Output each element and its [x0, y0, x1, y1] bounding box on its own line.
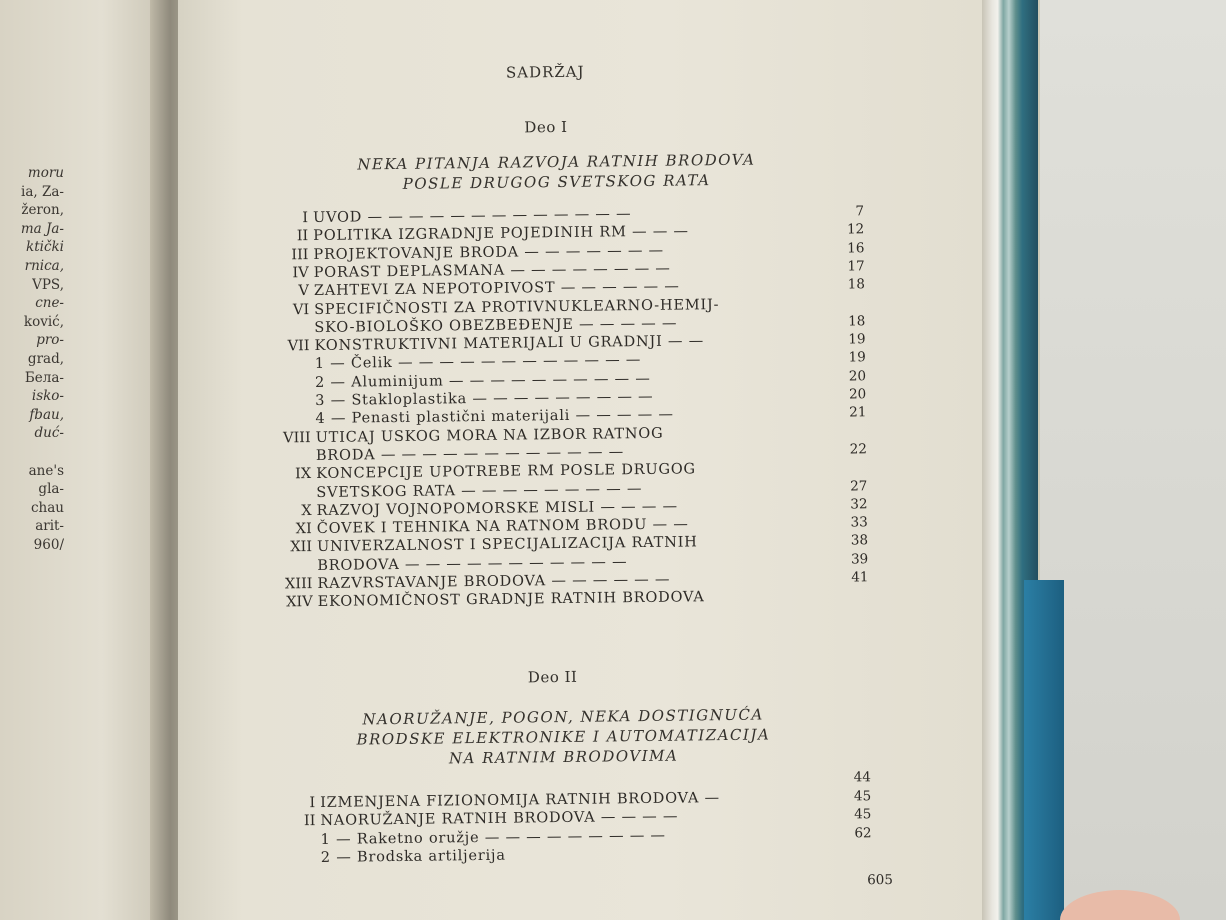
left-page-line: ia, Za-: [21, 183, 64, 200]
toc-page-number: 20: [848, 386, 867, 403]
toc-title: UNIVERZALNOST I SPECIJALIZACIJA RATNIH: [316, 534, 698, 556]
toc-title: 2 — Brodska artiljerija: [320, 847, 506, 866]
toc-page-number: 45: [853, 787, 872, 804]
toc-page-number: 39: [850, 550, 869, 568]
toc-chapter-number: [254, 392, 310, 393]
left-page-line: žeron,: [21, 202, 64, 219]
toc-title: KONCEPCIJE UPOTREBE RM POSLE DRUGOG: [316, 461, 696, 483]
left-page-line: grad,: [27, 350, 64, 367]
toc-chapter-number: [259, 775, 315, 776]
toc-page-number: 7: [855, 203, 865, 220]
toc-title: NAORUŽANJE RATNIH BRODOVA — — — —: [320, 808, 679, 829]
part1-label: Deo I: [524, 117, 568, 137]
toc-title: SVETSKOG RATA — — — — — — — — —: [316, 480, 643, 501]
toc-title: RAZVOJ VOJNOPOMORSKE MISLI — — — —: [316, 498, 678, 519]
toc-page-number: 41: [851, 569, 869, 586]
toc-title: 2 — Aluminijum — — — — — — — — — —: [314, 370, 651, 391]
toc-title: BRODA — — — — — — — — — — — —: [315, 444, 625, 464]
toc-title: 3 — Stakloplastika — — — — — — — — —: [315, 388, 654, 409]
toc-page-number: 21: [849, 404, 867, 421]
toc-chapter-number: II: [296, 228, 309, 245]
toc-page-number: 19: [848, 349, 866, 366]
toc-chapter-number: III: [291, 246, 309, 263]
part2-label: Deo II: [527, 667, 578, 687]
toc-chapter-number: [255, 484, 311, 485]
page-number: 605: [867, 871, 894, 889]
toc-chapter-number: XII: [290, 539, 313, 556]
toc-chapter-number: VI: [292, 301, 310, 318]
left-page-line: duć-: [34, 425, 64, 442]
toc-chapter-number: IX: [294, 466, 312, 483]
left-page-line: ković,: [23, 313, 64, 330]
part1-title-line1: NEKA PITANJA RAZVOJA RATNIH BRODOVA: [357, 150, 756, 174]
toc-title: SPECIFIČNOSTI ZA PROTIVNUKLEARNO-HEMIJ-: [314, 296, 720, 318]
toc-page-number: 19: [848, 331, 866, 348]
toc-title: EKONOMIČNOST GRADNJE RATNIH BRODOVA: [317, 589, 705, 611]
toc-title: 4 — Penasti plastični materijali — — — — —: [315, 406, 674, 428]
toc-title: PORAST DEPLASMANA — — — — — — — —: [313, 260, 671, 281]
left-page-line: moru: [27, 165, 64, 181]
toc-page-number: 12: [846, 221, 865, 238]
left-page-line: chau: [31, 499, 64, 516]
toc-page-number: 62: [854, 824, 872, 841]
toc-chapter-number: I: [309, 794, 316, 811]
toc-chapter-number: I: [302, 210, 309, 227]
part2-title-line1: NAORUŽANJE, POGON, NEKA DOSTIGNUĆA: [362, 705, 764, 729]
toc-chapter-number: [254, 374, 310, 375]
toc-chapter-number: [254, 410, 310, 411]
toc-chapter-number: VIII: [282, 429, 311, 446]
page-heading: SADRŽAJ: [505, 62, 585, 82]
toc-chapter-number: XIII: [284, 576, 313, 593]
toc-title: RAZVRSTAVANJE BRODOVA — — — — — —: [317, 571, 671, 592]
toc-chapter-number: [260, 849, 316, 850]
toc-title: 1 — Raketno oružje — — — — — — — — —: [320, 827, 666, 848]
toc-page-number: 22: [849, 441, 867, 458]
toc-page-number: 38: [850, 532, 869, 549]
toc-chapter-number: V: [298, 283, 310, 300]
left-page-line: Бела-: [24, 369, 64, 386]
toc-title: IZMENJENA FIZIONOMIJA RATNIH BRODOVA —: [320, 789, 720, 811]
left-page-line: 960/: [33, 536, 64, 553]
toc-chapter-number: VII: [287, 338, 310, 355]
toc-title: BRODOVA — — — — — — — — — — —: [317, 553, 628, 574]
part1-title-line2: POSLE DRUGOG SVETSKOG RATA: [402, 171, 711, 193]
toc-chapter-number: IV: [292, 264, 309, 282]
toc-page-number: 16: [847, 239, 865, 257]
toc-title: UVOD — — — — — — — — — — — — —: [312, 206, 632, 226]
left-page-line: pro-: [36, 332, 64, 349]
toc-chapter-number: II: [303, 813, 316, 830]
left-page-line: ma Ja-: [20, 220, 64, 237]
left-page-line: ane's: [28, 462, 64, 479]
toc-chapter-number: [253, 319, 309, 320]
part2-title-line2: BRODSKE ELEKTRONIKE I AUTOMATIZACIJA: [356, 725, 771, 749]
left-page-line: isko-: [31, 388, 64, 405]
toc-page-number: 18: [847, 276, 865, 293]
left-page-line: cne-: [35, 295, 64, 312]
toc-title: POLITIKA IZGRADNJE POJEDINIH RM — — —: [313, 223, 689, 245]
toc-title: KONSTRUKTIVNI MATERIJALI U GRADNJI — —: [314, 333, 705, 355]
toc-chapter-number: [255, 447, 311, 448]
toc-chapter-number: X: [301, 502, 312, 519]
toc-title: ČOVEK I TEHNIKA NA RATNOM BRODU — —: [316, 516, 689, 538]
toc-title: 1 — Čelik — — — — — — — — — — — —: [314, 352, 642, 373]
part2-title-line3: NA RATNIM BRODOVIMA: [448, 746, 679, 768]
toc-chapter-number: [260, 831, 316, 832]
left-page-line: VPS,: [32, 276, 64, 293]
left-page-line: ktički: [26, 239, 64, 256]
left-page-line: arit-: [35, 518, 64, 535]
toc-chapter-number: [256, 557, 312, 558]
toc-chapter-number: XIV: [286, 594, 313, 611]
toc-title: SKO-BIOLOŠKO OBEZBEĐENJE — — — — —: [314, 315, 678, 336]
toc-page-number: 20: [848, 367, 867, 385]
toc-page-number: 32: [850, 496, 868, 513]
toc-title: ZAHTEVI ZA NEPOTOPIVOST — — — — — —: [313, 278, 680, 300]
toc-chapter-number: [254, 355, 310, 356]
toc-title: UTICAJ USKOG MORA NA IZBOR RATNOG: [315, 425, 664, 446]
left-page-line: gla-: [38, 481, 64, 498]
left-page-line: rnica,: [24, 257, 64, 274]
toc-page-number: 45: [854, 806, 872, 823]
left-page-line: fbau,: [29, 406, 64, 423]
toc-page-number: 18: [848, 313, 866, 330]
toc-page-number: 44: [853, 769, 871, 786]
toc-title: PROJEKTOVANJE BRODA — — — — — — —: [313, 242, 665, 263]
toc-page-number: 33: [850, 514, 868, 531]
toc-chapter-number: XI: [295, 521, 312, 538]
toc-page-number: 27: [850, 477, 868, 494]
toc-page-number: 17: [847, 258, 865, 275]
